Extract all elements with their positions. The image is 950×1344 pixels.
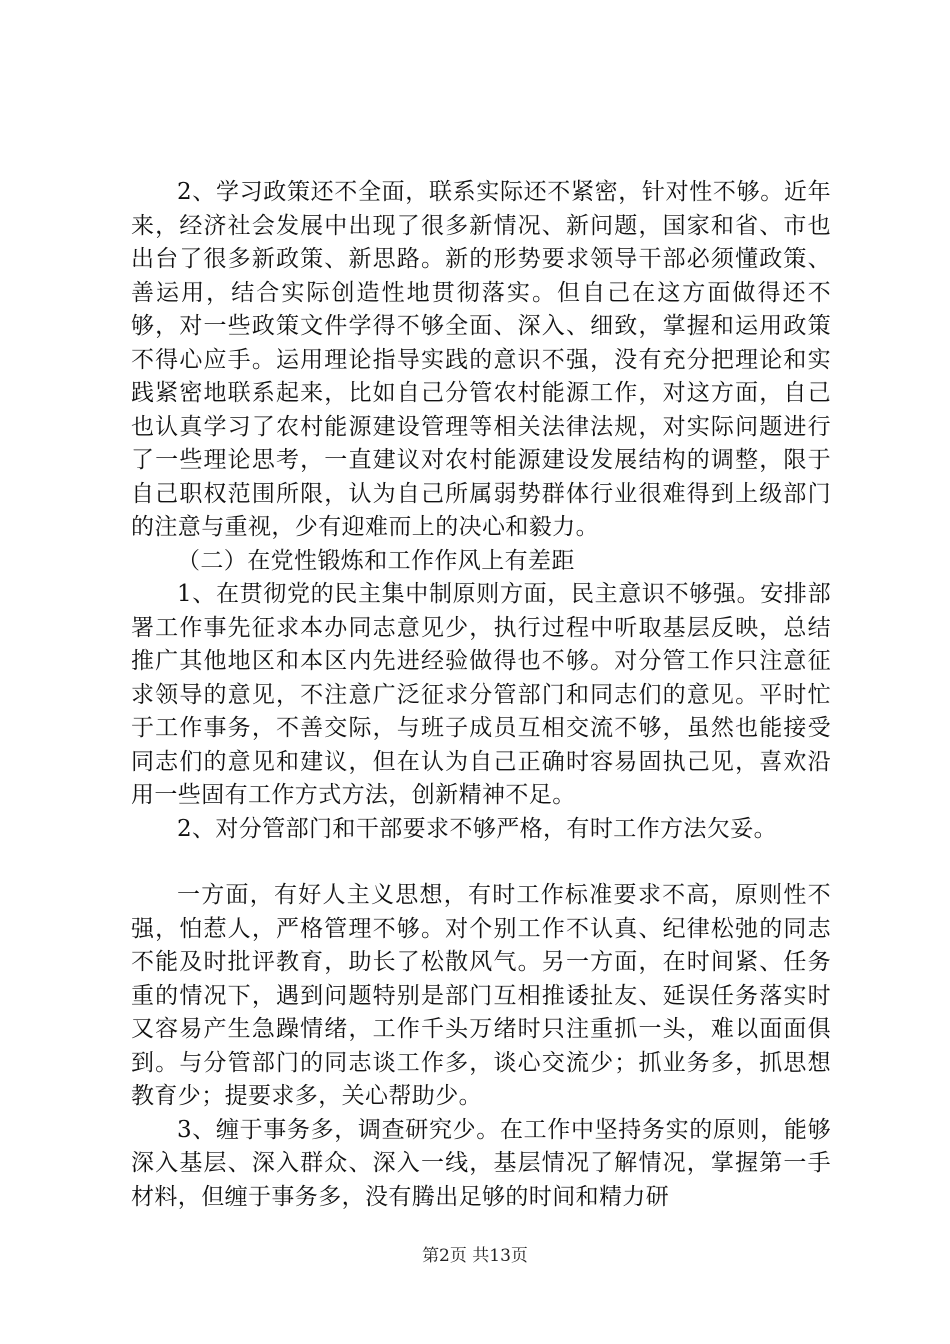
paragraph-democratic-centralism: 1、在贯彻党的民主集中制原则方面，民主意识不够强。安排部署工作事先征求本办同志意见少，执行过程中听取基层反映，总结推广其他地区和本区内先进经验做得也不够。对分管工作只注意征求领导的意见，不注意广泛征求分管部门和同志们的意见。平时忙于工作事务，不善交际，与班子成员互相交流不够，虽然也能接受同志们的意见和建议，但在认为自己正确时容易固执己见，喜欢沿用一些固有工作方式方法，创新精神不足。: [131, 581, 831, 808]
total-pages: 共13页: [472, 1246, 528, 1266]
page-footer: [0, 1244, 950, 1268]
paragraph-management-strictness: 2、对分管部门和干部要求不够严格，有时工作方法欠妥。: [177, 815, 778, 842]
paragraph-policy-study: 2、学习政策还不全面，联系实际还不紧密，针对性不够。近年来，经济社会发展中出现了很多新情况、新问题，国家和省、市也出台了很多新政策、新思路。新的形势要求领导干部必须懂政策、善运用，结合实际创造性地贯彻落实。但自己在这方面做得还不够，对一些政策文件学得不够全面、深入、细致，掌握和运用政策不得心应手。运用理论指导实践的意识不强，没有充分把理论和实践紧密地联系起来，比如自己分管农村能源工作，对这方面，自己也认真学习了农村能源建设管理等相关法律法规，对实际问题进行了一些理论思考，一直建议对农村能源建设发展结构的调整，限于自己职权范围所限，认为自己所属弱势群体行业很难得到上级部门的注意与重视，少有迎难而上的决心和毅力。: [131, 179, 831, 540]
paragraph-research-shortage: 3、缠于事务多，调查研究少。在工作中坚持务实的原则，能够深入基层、深入群众、深入一线，基层情况了解情况，掌握第一手材料，但缠于事务多，没有腾出足够的时间和精力研: [131, 1116, 831, 1210]
paragraph-gap: [131, 846, 831, 879]
paragraph-good-person-mentality: 一方面，有好人主义思想，有时工作标准要求不高，原则性不强，怕惹人，严格管理不够。对个别工作不认真、纪律松弛的同志不能及时批评教育，助长了松散风气。另一方面，在时间紧、任务重的情况下，遇到问题特别是部门互相推诿扯友、延误任务落实时又容易产生急躁情绪，工作千头万绪时只注重抓一头，难以面面俱到。与分管部门的同志谈工作多，谈心交流少；抓业务多，抓思想教育少；提要求多，关心帮助少。: [131, 882, 831, 1109]
document-body: [131, 176, 831, 1214]
section-heading-party-spirit: （二）在党性锻炼和工作作风上有差距: [177, 547, 575, 574]
page-number: 第2页: [422, 1246, 467, 1266]
